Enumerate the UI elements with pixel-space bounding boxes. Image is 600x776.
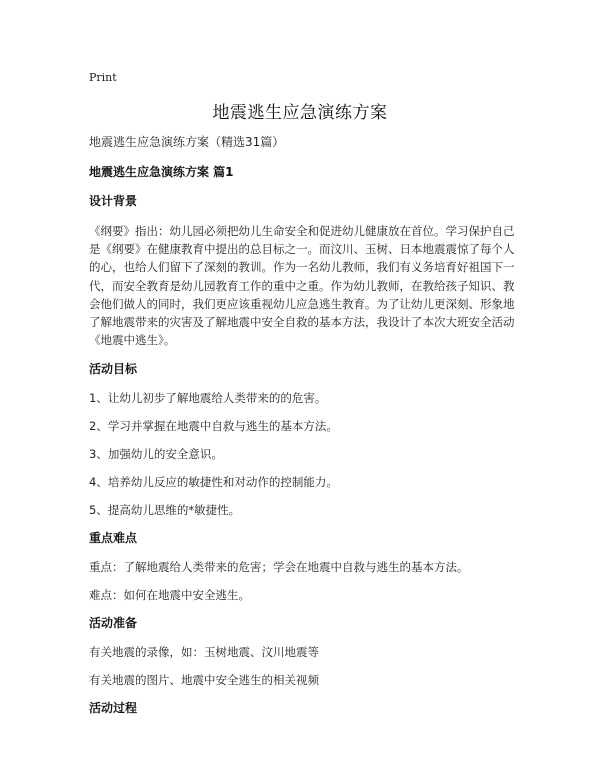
goal-item: 4、培养幼儿反应的敏捷性和对动作的控制能力。 — [89, 475, 338, 490]
document-body — [89, 134, 515, 729]
key-point-focus: 重点：了解地震给人类带来的危害；学会在地震中自救与逃生的基本方法。 — [89, 560, 469, 575]
key-point-difficulty: 难点：如何在地震中安全逃生。 — [89, 588, 250, 603]
chapter-heading: 地震逃生应急演练方案 篇1 — [89, 165, 234, 179]
section-heading-process: 活动过程 — [89, 701, 138, 716]
section-heading-goals: 活动目标 — [89, 362, 138, 377]
goal-item: 5、提高幼儿思维的*敏捷性。 — [89, 503, 241, 518]
section-heading-background: 设计背景 — [89, 194, 138, 208]
background-paragraph: 《纲要》指出：幼儿园必须把幼儿生命安全和促进幼儿健康放在首位。学习保护自己是《纲要》在健康教育中提出的总目标之一。而汶川、玉树、日本地震震惊了每个人的心，也给人们留下了深刻的教训。作为一名幼儿教师，我们有义务培育好祖国下一代，而安全教育是幼儿园教育工作的重中之重。作为幼儿教师，在教给孩子知识、教会他们做人的同时，我们更应该重视幼儿应急逃生教育。为了让幼儿更深刻、形象地了解地震带来的灾害及了解地震中安全自救的基本方法，我设计了本次大班安全活动《地震中逃生》。 — [89, 224, 515, 348]
print-link[interactable]: Print — [89, 71, 117, 84]
section-heading-key-points: 重点难点 — [89, 531, 138, 546]
preparation-item: 有关地震的录像，如：玉树地震、汶川地震等 — [89, 645, 319, 660]
preparation-item: 有关地震的图片、地震中安全逃生的相关视频 — [89, 673, 319, 688]
section-heading-preparation: 活动准备 — [89, 616, 138, 631]
document-subtitle: 地震逃生应急演练方案（精选31篇） — [89, 135, 285, 149]
goal-item: 2、学习并掌握在地震中自救与逃生的基本方法。 — [89, 419, 338, 434]
goal-item: 1、让幼儿初步了解地震给人类带来的的危害。 — [89, 391, 327, 406]
goal-item: 3、加强幼儿的安全意识。 — [89, 447, 223, 462]
document-title: 地震逃生应急演练方案 — [212, 103, 388, 123]
